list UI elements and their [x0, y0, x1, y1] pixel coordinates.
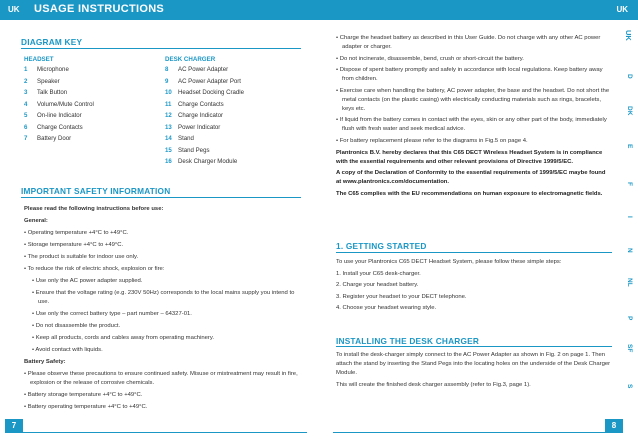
list-item: 9 AC Power Adapter Port: [165, 77, 241, 85]
list-item: • Avoid contact with liquids.: [32, 347, 103, 353]
right-country-code: UK: [616, 5, 628, 14]
list-item: 16 Desk Charger Module: [165, 158, 238, 165]
diagram-key-title: DIAGRAM KEY: [21, 37, 83, 47]
list-item: 1. Install your C65 desk-charger.: [336, 270, 421, 277]
list-item: 7 Battery Door: [24, 135, 72, 142]
headset-label: HEADSET: [24, 56, 54, 63]
battery-safety-label: Battery Safety:: [24, 359, 66, 365]
desk-charger-list: [165, 64, 305, 168]
page-title: USAGE INSTRUCTIONS: [34, 3, 165, 15]
language-tab-p[interactable]: P: [626, 316, 633, 321]
list-item: 2. Charge your headset battery.: [336, 282, 419, 289]
header-bar: [0, 0, 638, 20]
list-item: • Charge the headset battery as described in this User Guide. Do not charge with any other AC power adapter or charger.: [336, 35, 601, 50]
language-tab-n[interactable]: N: [626, 248, 633, 253]
safety-intro: Please read the following instructions before use:: [24, 206, 164, 212]
language-tab-i[interactable]: I: [626, 216, 633, 218]
diagram-key-rule: [21, 48, 301, 49]
install-text: To install the desk-charger simply connect to the AC Power Adapter as shown in Fig. 2 on page 1. Then attach the stand by inserting the Stand Pegs into the locating holes on the underside of the Desk Charger Module.: [336, 352, 611, 376]
list-item: • For battery replacement please refer to the diagrams in Fig.5 on page 4.: [336, 137, 528, 144]
language-tab-f[interactable]: F: [626, 182, 633, 186]
list-item: 12 Charge Indicator: [165, 112, 224, 119]
desk-charger-label: DESK CHARGER: [165, 56, 216, 63]
language-tab-nl[interactable]: NL: [626, 278, 633, 287]
language-tab-dk[interactable]: DK: [626, 106, 633, 116]
language-tab-s[interactable]: S: [626, 384, 633, 389]
right-column-body: [336, 34, 611, 201]
language-tab-d[interactable]: D: [626, 74, 633, 79]
list-item: • Ensure that the voltage rating (e.g. 230V 50Hz) corresponds to the local mains supply you intend to use.: [32, 290, 295, 305]
list-item: • Keep all products, cords and cables away from operating machinery.: [32, 335, 215, 341]
list-item: • Storage temperature +4°C to +49°C.: [24, 242, 124, 248]
list-item: 3. Register your headset to your DECT telephone.: [336, 293, 467, 300]
list-item: 5 On-line Indicator: [24, 112, 82, 119]
list-item: 13 Power Indicator: [165, 123, 221, 131]
list-item: 10 Headset Docking Cradle: [165, 89, 245, 96]
safety-title: IMPORTANT SAFETY INFORMATION: [21, 186, 171, 196]
install-body: [336, 351, 611, 392]
list-item: 4. Choose your headset wearing style.: [336, 305, 437, 312]
getting-started-intro: To use your Plantronics C65 DECT Headset System, please follow these simple steps:: [336, 259, 562, 265]
list-item: 8 AC Power Adapter: [165, 66, 229, 73]
list-item: • The product is suitable for indoor use only.: [24, 254, 139, 260]
language-tab-e[interactable]: E: [626, 144, 633, 149]
bottom-rule-left: [23, 432, 307, 433]
language-tab-uk[interactable]: UK: [624, 30, 633, 41]
getting-started-title: 1. GETTING STARTED: [336, 241, 427, 251]
list-item: • To reduce the risk of electric shock, explosion or fire:: [24, 266, 165, 272]
declaration-text: Plantronics B.V. hereby declares that this C65 DECT Wireless Headset System is in compliance with the essential requirements and other relevant provisions of Directive 1999/5/EC.: [336, 149, 603, 165]
headset-list: [24, 64, 164, 145]
left-country-code: UK: [8, 5, 20, 14]
list-item: • Exercise care when handling the battery, AC power adapter, the base and the headset. Do not short the metal contacts (on the plastic casing) with electrically conducting materials such as rings, bracelets, keys etc.: [336, 87, 610, 112]
install-text-2: This will create the finished desk charger assembly (refer to Fig.3, page 1).: [336, 381, 531, 388]
install-rule: [336, 346, 612, 347]
list-item: 3 Talk Button: [24, 89, 68, 96]
list-item: 4 Volume/Mute Control: [24, 100, 94, 108]
install-title: INSTALLING THE DESK CHARGER: [336, 336, 480, 346]
emf-text: The C65 complies with the EU recommendations on human exposure to electromagnetic fields.: [336, 190, 603, 197]
list-item: 6 Charge Contacts: [24, 123, 83, 131]
page-number-left: 7: [5, 419, 23, 433]
list-item: 2 Speaker: [24, 77, 60, 85]
list-item: • Battery storage temperature +4°C to +49°C.: [24, 392, 143, 398]
list-item: • Use only the AC power adapter supplied.: [32, 278, 143, 284]
language-tab-sf[interactable]: SF: [626, 344, 633, 353]
conformity-copy-text: A copy of the Declaration of Conformity to the essential requirements of 1999/5/EC maybe found at www.plantronics.com/documentation.: [336, 170, 606, 186]
list-item: • Dispose of spent battery promptly and safely in accordance with local regulations. Keep battery away from children.: [336, 67, 603, 83]
safety-rule: [21, 197, 301, 198]
list-item: 14 Stand: [165, 135, 194, 142]
page-number-right: 8: [605, 419, 623, 433]
bottom-rule-right: [333, 432, 605, 433]
getting-started-body: [336, 258, 611, 316]
list-item: • Do not incinerate, disassemble, bend, crush or short-circuit the battery.: [336, 55, 524, 62]
list-item: • Use only the correct battery type – part number – 64327-01.: [32, 311, 192, 317]
getting-started-rule: [336, 252, 612, 253]
list-item: • Battery operating temperature +4°C to +49°C.: [24, 404, 148, 410]
list-item: • If liquid from the battery comes in contact with the eyes, skin or any other part of the body, immediately flush with fresh water and seek medical advice.: [336, 117, 607, 133]
list-item: • Please observe these precautions to ensure continued safety. Misuse or mistreatment may result in fire, explosion or the release of corrosive chemicals.: [24, 371, 298, 386]
list-item: 1 Microphone: [24, 66, 69, 73]
list-item: 15 Stand Pegs: [165, 146, 210, 154]
list-item: • Do not disassemble the product.: [32, 323, 121, 329]
general-label: General:: [24, 218, 48, 224]
list-item: • Operating temperature +4°C to +49°C.: [24, 230, 129, 236]
list-item: 11 Charge Contacts: [165, 100, 224, 108]
safety-body: [24, 205, 302, 415]
